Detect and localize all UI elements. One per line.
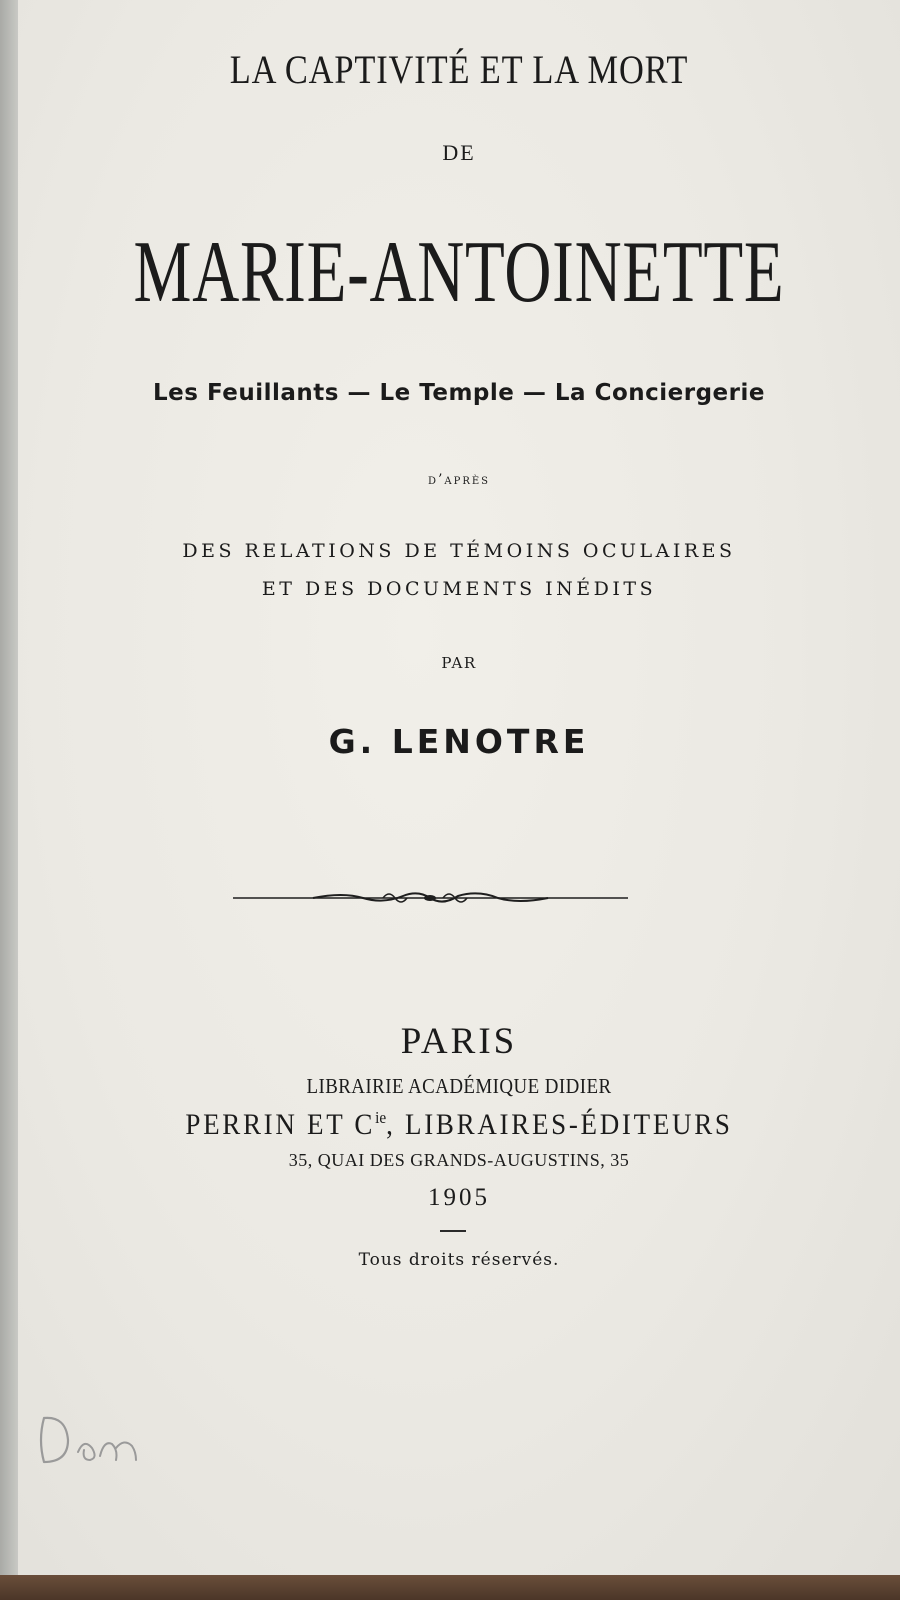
publisher-role: , LIBRAIRES-ÉDITEURS [386, 1108, 733, 1141]
according-to: d’après [427, 472, 491, 488]
publisher-line-1: LIBRAIRIE ACADÉMIQUE DIDIER [306, 1074, 612, 1098]
publication-year: 1905 [428, 1184, 490, 1211]
subtitle: Les Feuillants — Le Temple — La Conciergerie [153, 380, 765, 406]
title-line-1: LA CAPTIVITÉ ET LA MORT [229, 47, 689, 92]
sources-line-2: ET DES DOCUMENTS INÉDITS [261, 578, 657, 600]
title-line-2: DE [442, 140, 476, 165]
decorative-rule-ornament-icon [233, 884, 628, 910]
by-label: PAR [441, 654, 477, 672]
main-title: MARIE-ANTOINETTE [133, 224, 785, 321]
publisher-address: 35, QUAI DES GRANDS-AUGUSTINS, 35 [288, 1150, 630, 1170]
sources-line-1: DES RELATIONS DE TÉMOINS OCULAIRES [182, 540, 736, 562]
table-surface [0, 1575, 900, 1600]
author-name: G. LENOTRE [328, 722, 590, 761]
publisher-suffix: ie [375, 1108, 387, 1127]
publisher-name: PERRIN ET C [185, 1108, 376, 1141]
handwritten-pencil-mark-icon [32, 1400, 162, 1480]
publication-city: PARIS [400, 1021, 518, 1062]
separator-dash [440, 1230, 466, 1232]
rights-notice: Tous droits réservés. [358, 1250, 560, 1270]
publisher-line-2 [62, 1108, 856, 1142]
title-page [18, 0, 900, 1575]
